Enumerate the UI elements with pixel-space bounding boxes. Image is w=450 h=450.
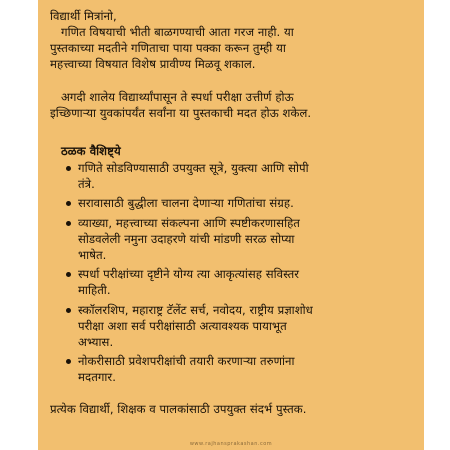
bullet-icon bbox=[66, 272, 71, 277]
audience-line: अगदी शालेय विद्यार्थ्यांपासून ते स्पर्धा परीक्षा उत्तीर्ण होऊ bbox=[61, 90, 294, 104]
feature-line: माहिती. bbox=[78, 283, 111, 298]
publisher-url: www.rajhansprakashan.com bbox=[189, 441, 273, 447]
feature-line: सोडवलेली नमुना उदाहरणे यांची मांडणी सरळ सोप्या bbox=[78, 231, 295, 246]
bullet-icon bbox=[66, 201, 71, 206]
feature-line: गणिते सोडविण्यासाठी उपयुक्त सूत्रे, युक्त्या आणि सोपी bbox=[78, 161, 309, 175]
feature-line: तंत्रे. bbox=[78, 177, 95, 192]
feature-item bbox=[38, 353, 424, 385]
audience-paragraph bbox=[50, 89, 410, 121]
intro-paragraph bbox=[50, 24, 410, 73]
feature-item bbox=[38, 266, 424, 298]
bullet-icon bbox=[66, 359, 71, 364]
bullet-icon bbox=[66, 308, 71, 313]
feature-line: अभ्यास. bbox=[78, 335, 114, 350]
feature-line: मदतगार. bbox=[78, 370, 116, 385]
intro-line: पुस्तकाच्या मदतीने गणिताचा पाया पक्का करून तुम्ही या bbox=[50, 41, 286, 56]
feature-item bbox=[38, 302, 424, 351]
intro-line: महत्त्वाच्या विषयात विशेष प्रावीण्य मिळवू शकाल. bbox=[50, 57, 256, 72]
greeting: विद्यार्थी मित्रांनो, bbox=[50, 9, 117, 23]
feature-item bbox=[38, 160, 424, 192]
feature-line: भाषेत. bbox=[78, 248, 107, 263]
book-back-cover bbox=[38, 0, 424, 450]
feature-line: सरावासाठी बुद्धीला चालना देणाऱ्या गणितांचा संग्रह. bbox=[78, 196, 294, 211]
feature-line: व्याख्या, महत्त्वाच्या संकल्पना आणि स्पष्टीकरणासहित bbox=[78, 215, 300, 230]
audience-line: इच्छिणाऱ्या युवकांपर्यंत सर्वांना या पुस्तकाची मदत होऊ शकेल. bbox=[50, 106, 312, 121]
features-heading: ठळक वैशिष्ट्ये bbox=[61, 144, 121, 158]
feature-item bbox=[38, 195, 424, 211]
intro-line: गणित विषयाची भीती बाळगण्याची आता गरज नाही. या bbox=[61, 25, 294, 39]
feature-line: नोकरीसाठी प्रवेशपरीक्षांची तयारी करणाऱ्या तरुणांना bbox=[78, 354, 295, 369]
bullet-icon bbox=[66, 221, 71, 226]
feature-line: स्पर्धा परीक्षांच्या दृष्टीने योग्य त्या आकृत्यांसह सविस्तर bbox=[78, 267, 300, 282]
features-list bbox=[38, 160, 424, 389]
feature-line: परीक्षा अशा सर्व परीक्षांसाठी अत्यावश्यक पायाभूत bbox=[78, 318, 287, 333]
feature-line: स्कॉलरशिप, महाराष्ट्र टॅलेंट सर्च, नवोदय, राष्ट्रीय प्रज्ञाशोध bbox=[78, 302, 313, 317]
feature-item bbox=[38, 215, 424, 264]
bullet-icon bbox=[66, 166, 71, 171]
closing-line: प्रत्येक विद्यार्थी, शिक्षक व पालकांसाठी उपयुक्त संदर्भ पुस्तक. bbox=[50, 402, 307, 416]
